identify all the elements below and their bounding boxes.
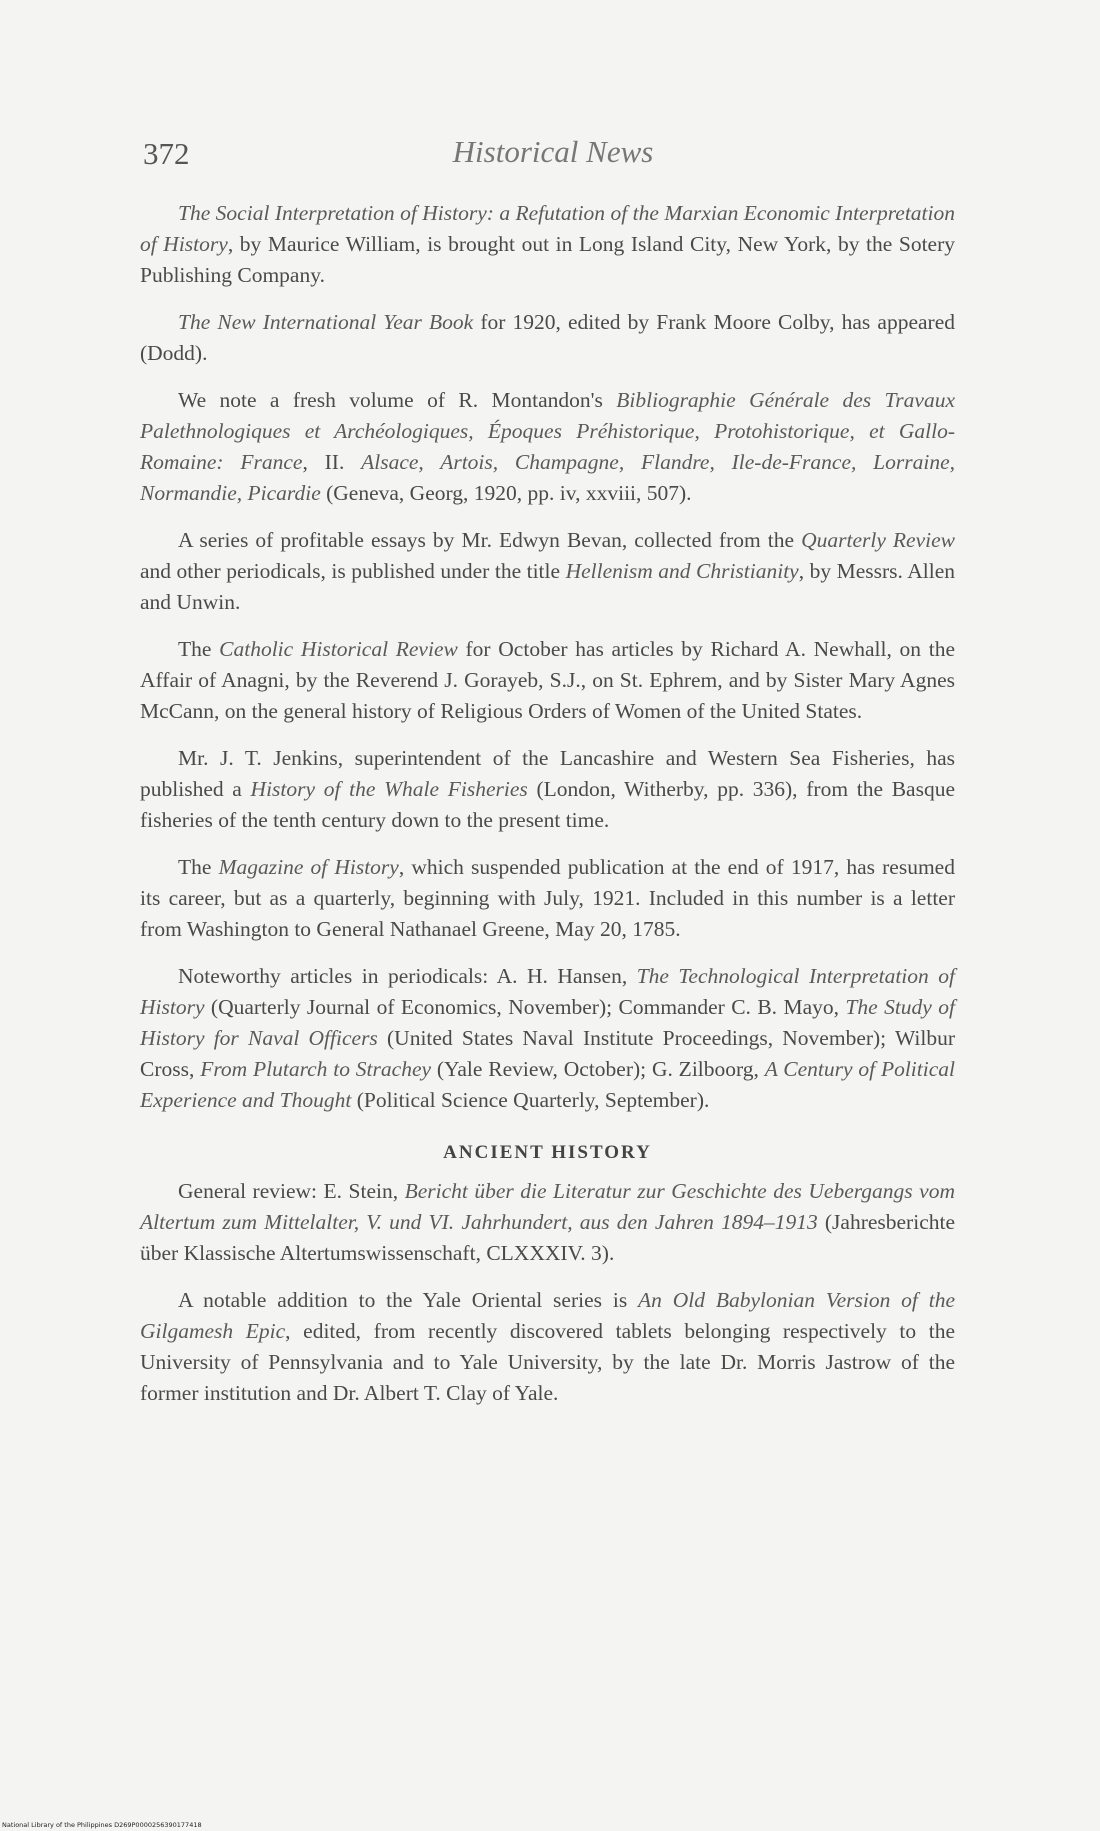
italic-title: From Plutarch to Strachey: [200, 1057, 432, 1081]
italic-title: A Century of Political Experience and Thought: [140, 1057, 955, 1112]
scan-footer: National Library of the Philippines D269P0000256390177418: [2, 1821, 202, 1829]
italic-title: Quarterly Review: [801, 528, 955, 552]
paragraph: [140, 1176, 955, 1269]
paragraph: [140, 1285, 955, 1409]
text-run: (United States Naval Institute Proceedings, November); Wilbur Cross,: [140, 1026, 955, 1081]
text-run: , by Messrs. Allen and Unwin.: [140, 559, 955, 614]
text-run: (Geneva, Georg, 1920, pp. iv, xxviii, 507).: [320, 481, 692, 505]
news-paragraphs: [140, 198, 955, 1116]
text-run: (Jahresberichte über Klassische Altertumswissenschaft, CLXXXIV. 3).: [140, 1210, 955, 1265]
running-title: Historical News: [452, 134, 654, 169]
text-run: Noteworthy articles in periodicals: A. H. Hansen,: [178, 964, 637, 988]
italic-title: The Technological Interpretation of History: [140, 964, 955, 1019]
text-run: Mr. J. T. Jenkins, superintendent of the Lancashire and Western Sea Fisheries, has published a: [140, 746, 955, 801]
text-run: , edited, from recently discovered tablets belonging respectively to the University of Pennsylvania and to Yale University, by the late Dr. Morris Jastrow of the former institution and Dr. Albert T. Clay of Yale.: [140, 1319, 955, 1405]
text-run: A notable addition to the Yale Oriental series is: [178, 1288, 639, 1312]
paragraph: [140, 961, 955, 1116]
italic-title: Bibliographie Générale des Travaux Palethnologiques et Archéologiques, Époques Préhistorique, Protohistorique, et Gallo-Romaine: France: [140, 388, 955, 474]
text-run: and other periodicals, is published under the title: [140, 559, 566, 583]
italic-title: The Social Interpretation of History: a Refutation of the Marxian Economic Interpretation of History: [140, 201, 955, 256]
italic-title: Alsace, Artois, Champagne, Flandre, Ile-de-France, Lorraine, Normandie, Picardie: [140, 450, 956, 505]
paragraph: [140, 852, 955, 945]
italic-title: Magazine of History: [218, 855, 399, 879]
page-header: [143, 130, 963, 180]
text-run: (Quarterly Journal of Economics, November); Commander C. B. Mayo,: [204, 995, 846, 1019]
paragraph: [140, 743, 955, 836]
text-run: , II.: [302, 450, 362, 474]
section-heading: ANCIENT HISTORY: [443, 1142, 652, 1163]
text-run: We note a fresh volume of R. Montandon's: [178, 388, 617, 412]
italic-title: An Old Babylonian Version of the Gilgamesh Epic: [140, 1288, 955, 1343]
italic-title: Catholic Historical Review: [219, 637, 458, 661]
text-run: , by Maurice William, is brought out in Long Island City, New York, by the Sotery Publishing Company.: [140, 232, 955, 287]
text-run: (Political Science Quarterly, September).: [351, 1088, 710, 1112]
italic-title: History of the Whale Fisheries: [250, 777, 528, 801]
section-paragraphs: [140, 1176, 955, 1409]
italic-title: Bericht über die Literatur zur Geschichte des Uebergangs vom Altertum zum Mittelalter, V. und VI. Jahrhundert, aus den Jahren 1894–1913: [140, 1179, 955, 1234]
italic-title: The New International Year Book: [178, 310, 474, 334]
paragraph: [140, 198, 955, 291]
paragraph: [140, 634, 955, 727]
text-run: (London, Witherby, pp. 336), from the Basque fisheries of the tenth century down to the present time.: [140, 777, 955, 832]
text-run: for October has articles by Richard A. Newhall, on the Affair of Anagni, by the Reverend J. Gorayeb, S.J., on St. Ephrem, and by Sister Mary Agnes McCann, on the general history of Religious Orders of Women of the United States.: [140, 637, 955, 723]
text-run: , which suspended publication at the end of 1917, has resumed its career, but as a quarterly, beginning with July, 1921. Included in this number is a letter from Washington to General Nathanael Greene, May 20, 1785.: [140, 855, 955, 941]
text-run: (Yale Review, October); G. Zilboorg,: [431, 1057, 765, 1081]
text-run: General review: E. Stein,: [178, 1179, 405, 1203]
text-run: A series of profitable essays by Mr. Edwyn Bevan, collected from the: [178, 528, 802, 552]
italic-title: The Study of History for Naval Officers: [140, 995, 955, 1050]
text-run: for 1920, edited by Frank Moore Colby, has appeared (Dodd).: [140, 310, 955, 365]
text-run: The: [178, 855, 219, 879]
paragraph: [140, 525, 955, 618]
article-body: [140, 198, 955, 1425]
page-number: 372: [143, 136, 190, 171]
paragraph: [140, 307, 955, 369]
paragraph: [140, 385, 955, 509]
italic-title: Hellenism and Christianity: [565, 559, 799, 583]
text-run: The: [178, 637, 220, 661]
